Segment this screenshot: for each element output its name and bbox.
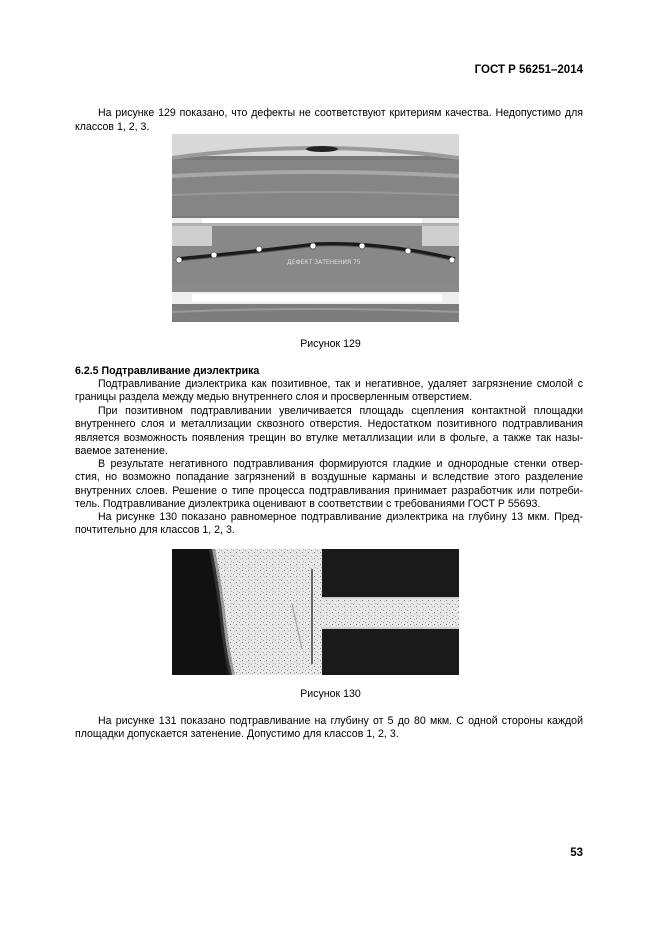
outro-line-2: площадки допускается затенение. Допустимо для классов 1, 2, 3. — [75, 728, 399, 741]
micrograph-cross-section — [172, 134, 459, 322]
section-paragraph-4 — [75, 511, 583, 538]
overlay-label: ДЕФЕКТ ЗАТЕНЕНИЯ 75 — [287, 259, 361, 266]
micrograph-etchback — [172, 549, 459, 675]
p1-line-2: границы раздела между медью внутреннего слоя и просверленным отверстием. — [75, 391, 473, 404]
section-paragraph-1 — [75, 378, 583, 405]
figure-129-image — [172, 134, 459, 322]
outro-paragraph — [75, 715, 583, 742]
figure-130-caption: Рисунок 130 — [300, 688, 361, 700]
p2-line-3: является возможность появления трещин во втулке металлизации или в фольге, а также так назы- — [75, 431, 583, 444]
page-number: 53 — [570, 847, 583, 859]
p3-line-1: В результате негативного подтравливания формируются гладкие и однородные стенки отвер- — [98, 458, 583, 470]
p2-line-2: внутреннего слоя и металлизации сквозного отверстия. Недостатком позитивного подтравливания — [75, 418, 583, 431]
intro-line-2: классов 1, 2, 3. — [75, 120, 150, 133]
intro-line-1: На рисунке 129 показано, что дефекты не соответствуют критериям качества. Недопустимо для — [98, 107, 583, 120]
p1-line-1: Подтравливание диэлектрика как позитивное, так и негативное, удаляет загрязнение смолой с — [98, 378, 583, 390]
intro-paragraph — [75, 94, 583, 134]
p3-line-2: стия, но возможно попадание загрязнений в воздушные карманы и вследствие этого разделение — [75, 471, 583, 484]
section-paragraph-3 — [75, 458, 583, 512]
p3-line-3: внутренних слоев. Решение о типе процесса подтравливания принимает разработчик или потреби- — [75, 484, 583, 497]
section-title: 6.2.5 Подтравливание диэлектрика — [75, 365, 260, 377]
p2-line-1: При позитивном подтравливании увеличивается площадь сцепления контактной площадки — [98, 405, 583, 417]
p4-line-2: почтительно для классов 1, 2, 3. — [75, 524, 235, 537]
figure-130-image — [172, 549, 459, 675]
figure-129-caption: Рисунок 129 — [300, 338, 361, 350]
section-paragraph-2 — [75, 405, 583, 459]
document-header: ГОСТ Р 56251–2014 — [474, 64, 583, 76]
outro-line-1: На рисунке 131 показано подтравливание на глубину от 5 до 80 мкм. С одной стороны каждой — [98, 715, 583, 727]
p3-line-4: тель. Подтравливание диэлектрика оценивают в соответствии с требованиями ГОСТ Р 55693. — [75, 498, 541, 511]
p2-line-4: ваемое затенение. — [75, 445, 168, 458]
p4-line-1: На рисунке 130 показано равномерное подтравливание диэлектрика на глубину 13 мкм. Пред- — [98, 511, 583, 523]
